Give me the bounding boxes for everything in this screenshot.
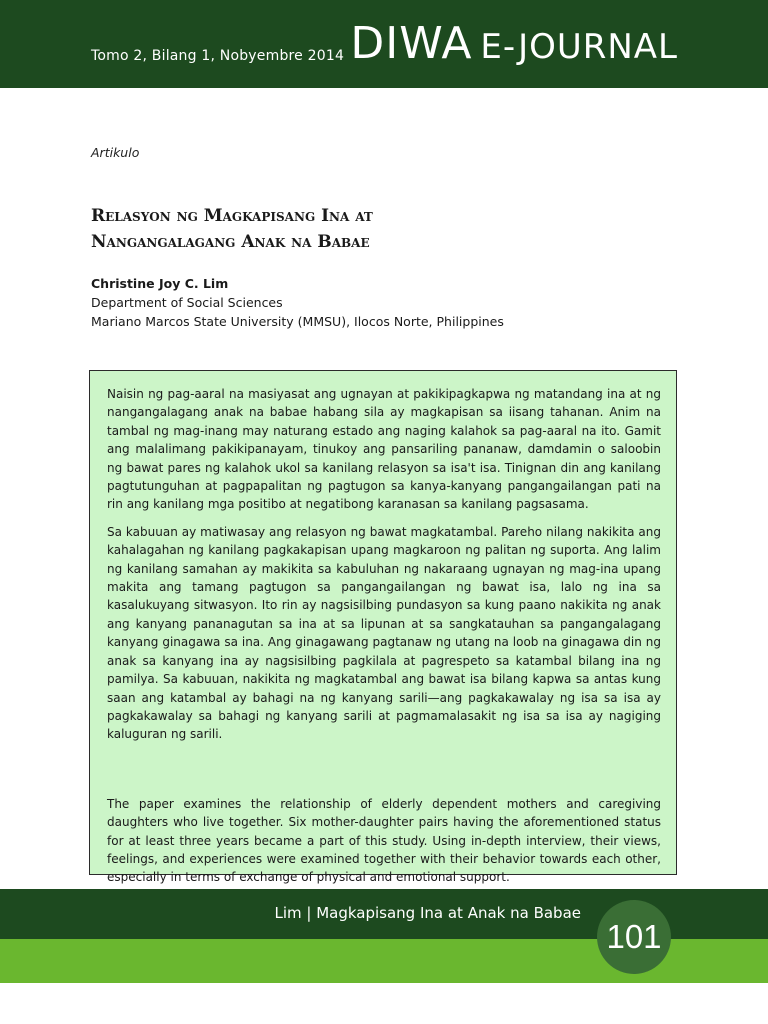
- author-department: Department of Social Sciences: [91, 295, 283, 310]
- author-affiliation: Mariano Marcos State University (MMSU), Ilocos Norte, Philippines: [91, 314, 504, 329]
- page-number: 101: [606, 918, 662, 955]
- page-number-badge: [597, 900, 671, 974]
- abstract-paragraph-filipino-1: Naisin ng pag-aaral na masiyasat ang ugnayan at pakikipagkapwa ng matandang ina at ng nangangalagang anak na babae habang sila ay magkapisan sa iisang tahanan. Anim na tambal ng mag-inang may naturang estado ang naging kalahok sa pag-aaral na ito. Gamit ang malalimang pakikipanayam, tinukoy ang pansariling pananaw, damdamin o saloobin ng bawat pares ng kalahok ukol sa kanilang relasyon sa isa't isa. Tinignan din ang kanilang pagtutunguhan at pagpapalitan ng pagtugon sa kanya-kanyang pangangailangan pati na rin ang kanilang mga positibo at negatibong karanasan sa kanilang pagsasama.: [107, 387, 661, 512]
- brand-main: DIWA: [350, 18, 473, 69]
- title-line-1: Relasyon ng Magkapisang Ina at: [91, 206, 373, 226]
- title-line-2: Nangangalagang Anak na Babae: [91, 232, 370, 252]
- abstract-paragraph-filipino-2: Sa kabuuan ay matiwasay ang relasyon ng bawat magkatambal. Pareho nilang nakikita ang kahalagahan ng kanilang pagkakapisan upang magkaroon ng palitan ng suporta. Ang lalim ng kanilang samahan ay makikita sa kabuluhan ng nakaraang ugnayan ng mag-ina upang makita ang tamang pagtugon sa pangangailangan ng bawat isa, lalo ng ina sa kasalukuyang sitwasyon. Ito rin ay nagsisilbing pundasyon sa kung paano nakikita ng anak ang kanyang pananagutan sa ina at sa lipunan at sa sangkatauhan sa pangangalagang kanyang ginagawa sa ina. Ang ginagawang pagtanaw ng utang na loob na ginagawa din ng anak sa kanyang ina ay nagsisilbing pagkilala at pagrespeto sa katambal bilang ina ng pamilya. Sa kabuuan, nakikita ng magkatambal ang bawat isa bilang kapwa sa antas kung saan ang katambal ay bahagi na ng kanyang sarili—ang pagkakawalay ng isa sa isa ay pagkakawalay sa bahagi ng kanyang sarili at pagmamalasakit ng isa sa isa ay nagiging kaluguran ng sarili.: [107, 524, 661, 742]
- issue-info: Tomo 2, Bilang 1, Nobyembre 2014: [91, 48, 345, 64]
- article-title: [91, 203, 651, 255]
- running-title: Lim | Magkapisang Ina at Anak na Babae: [274, 904, 581, 922]
- author-block: [91, 274, 504, 331]
- author-name: Christine Joy C. Lim: [91, 276, 229, 291]
- abstract-paragraph-english: The paper examines the relationship of elderly dependent mothers and caregiving daughters who live together. Six mother-daughter pairs having the aforementioned status for at least three years became a part of this study. Using in-depth interview, their views, feelings, and experiences were examined together with their behavior towards each other, especially in terms of exchange of physical and emotional support.: [107, 796, 661, 885]
- brand-sub: E-JOURNAL: [480, 27, 678, 67]
- abstract-box: [89, 370, 677, 885]
- journal-brand: [350, 18, 678, 69]
- section-label: Artikulo: [91, 145, 140, 160]
- journal-header: [0, 0, 768, 88]
